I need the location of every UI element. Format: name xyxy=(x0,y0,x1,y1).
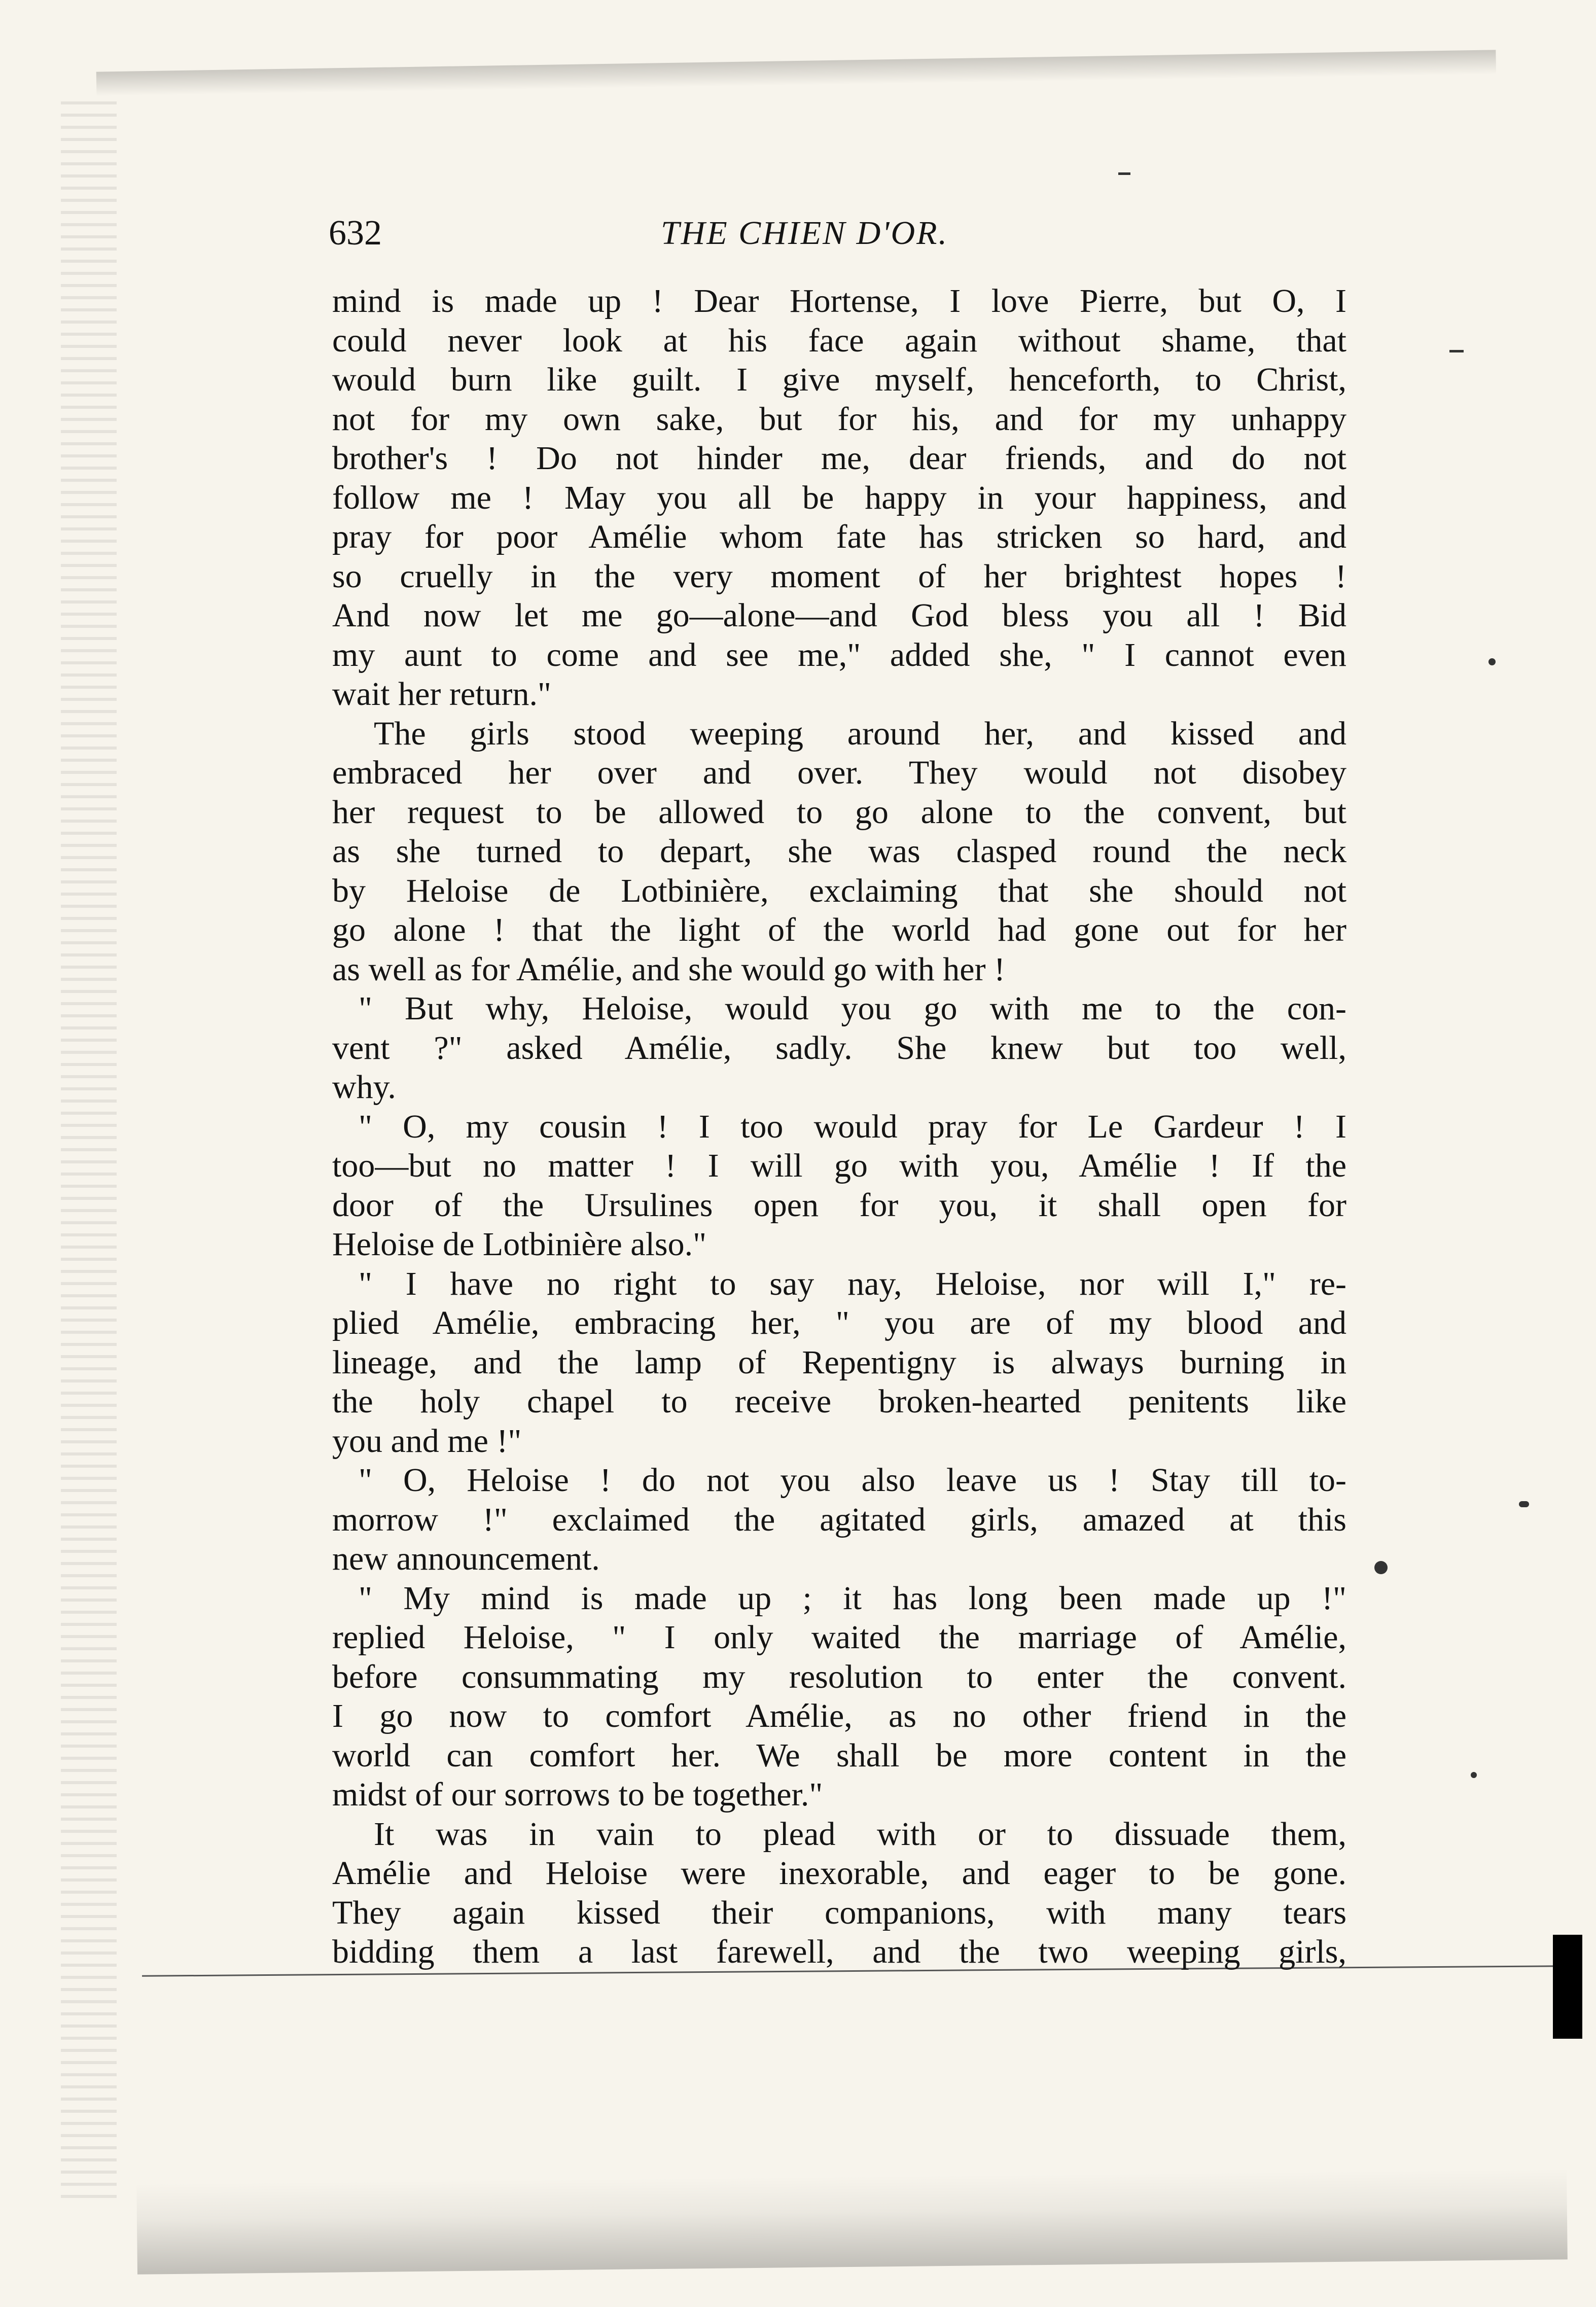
text-line: brother's ! Do not hinder me, dear friends, and do not xyxy=(332,440,1346,477)
text-line: The girls stood weeping around her, and kissed and xyxy=(374,715,1346,752)
text-line: pray for poor Amélie whom fate has stricken so hard, and xyxy=(332,518,1346,555)
text-line: new announcement. xyxy=(332,1540,600,1577)
text-line: I go now to comfort Amélie, as no other friend in the xyxy=(332,1697,1346,1734)
text-line: " My mind is made up ; it has long been made up !" xyxy=(359,1579,1346,1617)
text-line: mind is made up ! Dear Hortense, I love Pierre, but O, I xyxy=(332,282,1346,320)
running-head: THE CHIEN D'OR. xyxy=(661,215,948,252)
page-number: 632 xyxy=(329,214,382,253)
margin-ink-mark xyxy=(1553,1935,1582,2039)
margin-dash xyxy=(1374,1561,1388,1574)
text-line: her request to be allowed to go alone to the convent, but xyxy=(332,793,1346,831)
text-line: And now let me go—alone—and God bless you all ! Bid xyxy=(332,597,1346,634)
text-line: wait her return." xyxy=(332,676,551,713)
text-line: go alone ! that the light of the world had gone out for her xyxy=(332,911,1346,948)
scan-edge-bottom xyxy=(136,2168,1568,2275)
text-line: vent ?" asked Amélie, sadly. She knew but too well, xyxy=(332,1029,1346,1067)
text-line: " O, my cousin ! I too would pray for Le Gardeur ! I xyxy=(359,1108,1346,1145)
text-line: plied Amélie, embracing her, " you are of my blood and xyxy=(332,1304,1346,1341)
text-line: morrow !" exclaimed the agitated girls, amazed at this xyxy=(332,1501,1346,1538)
text-line: door of the Ursulines open for you, it shall open for xyxy=(332,1186,1346,1224)
text-line: world can comfort her. We shall be more content in the xyxy=(332,1736,1346,1774)
margin-dash xyxy=(1519,1501,1529,1507)
text-line: Heloise de Lotbinière also." xyxy=(332,1226,707,1263)
scan-edge-left xyxy=(61,101,117,2206)
text-line: too—but no matter ! I will go with you, Amélie ! If the xyxy=(332,1147,1346,1184)
text-line: bidding them a last farewell, and the two weeping girls, xyxy=(332,1933,1346,1970)
text-line: " I have no right to say nay, Heloise, nor will I," re- xyxy=(359,1265,1346,1302)
text-line: as she turned to depart, she was clasped round the neck xyxy=(332,833,1346,870)
margin-dash xyxy=(1449,350,1464,352)
text-line: " O, Heloise ! do not you also leave us ! Stay till to- xyxy=(359,1462,1346,1499)
text-line: lineage, and the lamp of Repentigny is always burning in xyxy=(332,1343,1346,1381)
margin-dash xyxy=(1471,1772,1477,1778)
text-line: you and me !" xyxy=(332,1422,522,1460)
text-line: my aunt to come and see me," added she, " I cannot even xyxy=(332,636,1346,673)
text-line: Amélie and Heloise were inexorable, and eager to be gone. xyxy=(332,1855,1346,1892)
text-line: They again kissed their companions, with many tears xyxy=(332,1894,1346,1931)
body-text xyxy=(332,281,1346,1972)
text-line: the holy chapel to receive broken-hearted penitents like xyxy=(332,1383,1346,1420)
text-line: " But why, Heloise, would you go with me to the con- xyxy=(359,990,1346,1027)
text-line: midst of our sorrows to be together." xyxy=(332,1776,823,1813)
text-line: follow me ! May you all be happy in your happiness, and xyxy=(332,479,1346,516)
margin-dash xyxy=(1488,658,1496,665)
margin-dash xyxy=(1118,172,1130,175)
text-line: as well as for Amélie, and she would go with her ! xyxy=(332,950,1006,988)
text-line: not for my own sake, but for his, and for my unhappy xyxy=(332,400,1346,438)
text-line: so cruelly in the very moment of her brightest hopes ! xyxy=(332,557,1346,595)
text-line: before consummating my resolution to enter the convent. xyxy=(332,1658,1346,1695)
text-line: could never look at his face again without shame, that xyxy=(332,322,1346,359)
text-line: replied Heloise, " I only waited the marriage of Amélie, xyxy=(332,1619,1346,1656)
text-line: by Heloise de Lotbinière, exclaiming that she should not xyxy=(332,872,1346,909)
scan-edge-top xyxy=(96,50,1497,102)
text-line: embraced her over and over. They would not disobey xyxy=(332,754,1346,791)
text-line: why. xyxy=(332,1069,396,1106)
page-header xyxy=(329,210,1363,256)
text-line: would burn like guilt. I give myself, henceforth, to Christ, xyxy=(332,361,1346,398)
text-line: It was in vain to plead with or to dissuade them, xyxy=(374,1815,1346,1853)
